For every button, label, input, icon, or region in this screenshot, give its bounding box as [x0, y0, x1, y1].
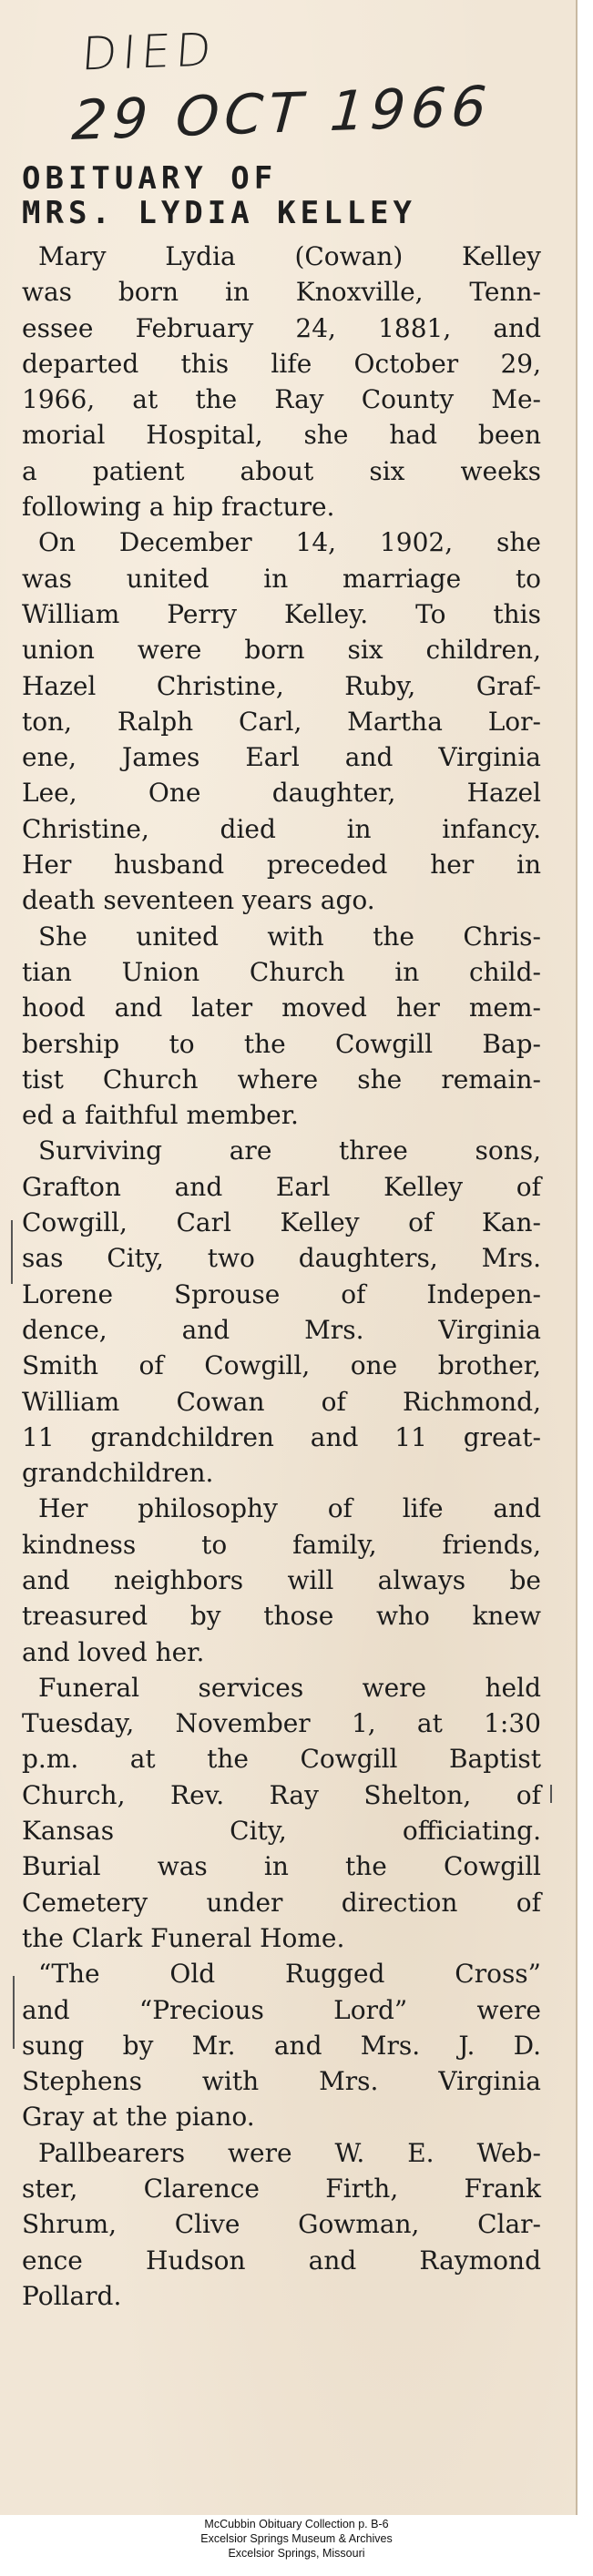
obituary-line: Surviving are three sons, — [38, 1135, 541, 1166]
caption-line-2: Excelsior Springs Museum & Archives — [200, 2532, 393, 2545]
obituary-line: Lee, One daughter, Hazel — [22, 778, 541, 809]
headline-line-1: OBITUARY OF — [22, 160, 278, 197]
margin-line-mark — [13, 1976, 15, 2049]
obituary-line: sung by Mr. and Mrs. J. D. — [22, 2030, 541, 2061]
obituary-line: She united with the Chris- — [38, 921, 541, 952]
obituary-line: Mary Lydia (Cowan) Kelley — [38, 241, 541, 271]
obituary-paragraph — [22, 1956, 541, 2134]
obituary-line: was united in marriage to — [22, 563, 541, 594]
obituary-line: Hazel Christine, Ruby, Graf- — [22, 670, 541, 701]
obituary-line: tist Church where she remain- — [22, 1064, 541, 1095]
margin-line-mark — [550, 1785, 552, 1803]
obituary-line: p.m. at the Cowgill Baptist — [22, 1744, 541, 1775]
obituary-line: On December 14, 1902, she — [38, 527, 541, 558]
obituary-line: bership to the Cowgill Bap- — [22, 1028, 541, 1059]
obituary-line: Lorene Sprouse of Indepen- — [22, 1278, 541, 1309]
obituary-line: Church, Rev. Ray Shelton, of — [22, 1779, 541, 1810]
obituary-line: Grafton and Earl Kelley of — [22, 1171, 541, 1202]
caption-line-1: McCubbin Obituary Collection p. B-6 — [204, 2518, 389, 2530]
obituary-line: Tuesday, November 1, at 1:30 — [22, 1708, 541, 1739]
headline-line-2: MRS. LYDIA KELLEY — [22, 195, 416, 231]
obituary-line: Shrum, Clive Gowman, Clar- — [22, 2209, 541, 2240]
obituary-line: 1966, at the Ray County Me- — [22, 384, 541, 415]
obituary-line: Kansas City, officiating. — [22, 1816, 541, 1847]
obituary-line: ster, Clarence Firth, Frank — [22, 2174, 541, 2204]
obituary-line: hood and later moved her mem- — [22, 993, 541, 1023]
archive-caption — [0, 2517, 593, 2561]
obituary-line: William Cowan of Richmond, — [22, 1386, 541, 1417]
obituary-line: union were born six children, — [22, 635, 541, 666]
obituary-line: and “Precious Lord” were — [22, 1994, 541, 2025]
obituary-line: 11 grandchildren and 11 great- — [22, 1421, 541, 1452]
obituary-line: ence Hudson and Raymond — [22, 2245, 541, 2276]
obituary-paragraph — [22, 524, 541, 918]
obituary-line: morial Hospital, she had been — [22, 420, 541, 451]
obituary-line: dence, and Mrs. Virginia — [22, 1314, 541, 1345]
obituary-line: treasured by those who knew — [22, 1601, 541, 1632]
obituary-line: Funeral services were held — [38, 1672, 541, 1703]
obituary-line: grandchildren. — [22, 1458, 214, 1489]
obituary-line: Pollard. — [22, 2280, 122, 2311]
obituary-paragraph — [22, 1133, 541, 1491]
obituary-line: departed this life October 29, — [22, 348, 541, 379]
obituary-line: and loved her. — [22, 1636, 205, 1667]
caption-line-3: Excelsior Springs, Missouri — [228, 2547, 365, 2560]
obituary-line: Her husband preceded her in — [22, 850, 541, 881]
obituary-paragraph — [22, 919, 541, 1134]
obituary-line: Gray at the piano. — [22, 2102, 255, 2133]
obituary-paragraph — [22, 1670, 541, 1956]
obituary-line: was born in Knoxville, Tenn- — [22, 277, 541, 308]
obituary-line: tian Union Church in child- — [22, 956, 541, 987]
obituary-line: ton, Ralph Carl, Martha Lor- — [22, 706, 541, 737]
obituary-paragraph — [22, 2135, 541, 2314]
obituary-body — [22, 239, 541, 2314]
obituary-line: Stephens with Mrs. Virginia — [22, 2066, 541, 2097]
obituary-line: Cowgill, Carl Kelley of Kan- — [22, 1207, 541, 1238]
obituary-line: sas City, two daughters, Mrs. — [22, 1243, 541, 1274]
obituary-line: kindness to family, friends, — [22, 1529, 541, 1560]
obituary-line: and neighbors will always be — [22, 1564, 541, 1595]
obituary-line: following a hip fracture. — [22, 492, 335, 523]
obituary-line: ene, James Earl and Virginia — [22, 742, 541, 773]
handwritten-died: DIED — [79, 23, 219, 81]
obituary-line: ed a faithful member. — [22, 1100, 299, 1131]
margin-line-mark — [11, 1220, 13, 1284]
obituary-line: Her philosophy of life and — [38, 1493, 541, 1524]
obituary-line: Pallbearers were W. E. Web- — [38, 2137, 541, 2168]
obituary-paragraph — [22, 239, 541, 524]
obituary-paragraph — [22, 1491, 541, 1669]
handwritten-date: 29 OCT 1966 — [69, 75, 495, 153]
obituary-line: Burial was in the Cowgill — [22, 1851, 541, 1882]
obituary-line: Cemetery under direction of — [22, 1887, 541, 1918]
obituary-line: “The Old Rugged Cross” — [38, 1959, 541, 1990]
obituary-line: essee February 24, 1881, and — [22, 312, 541, 343]
obituary-line: the Clark Funeral Home. — [22, 1922, 345, 1953]
obituary-line: death seventeen years ago. — [22, 885, 375, 916]
obituary-line: Smith of Cowgill, one brother, — [22, 1350, 541, 1381]
obituary-line: Christine, died in infancy. — [22, 813, 541, 844]
obituary-line: William Perry Kelley. To this — [22, 598, 541, 629]
obituary-line: a patient about six weeks — [22, 455, 541, 486]
